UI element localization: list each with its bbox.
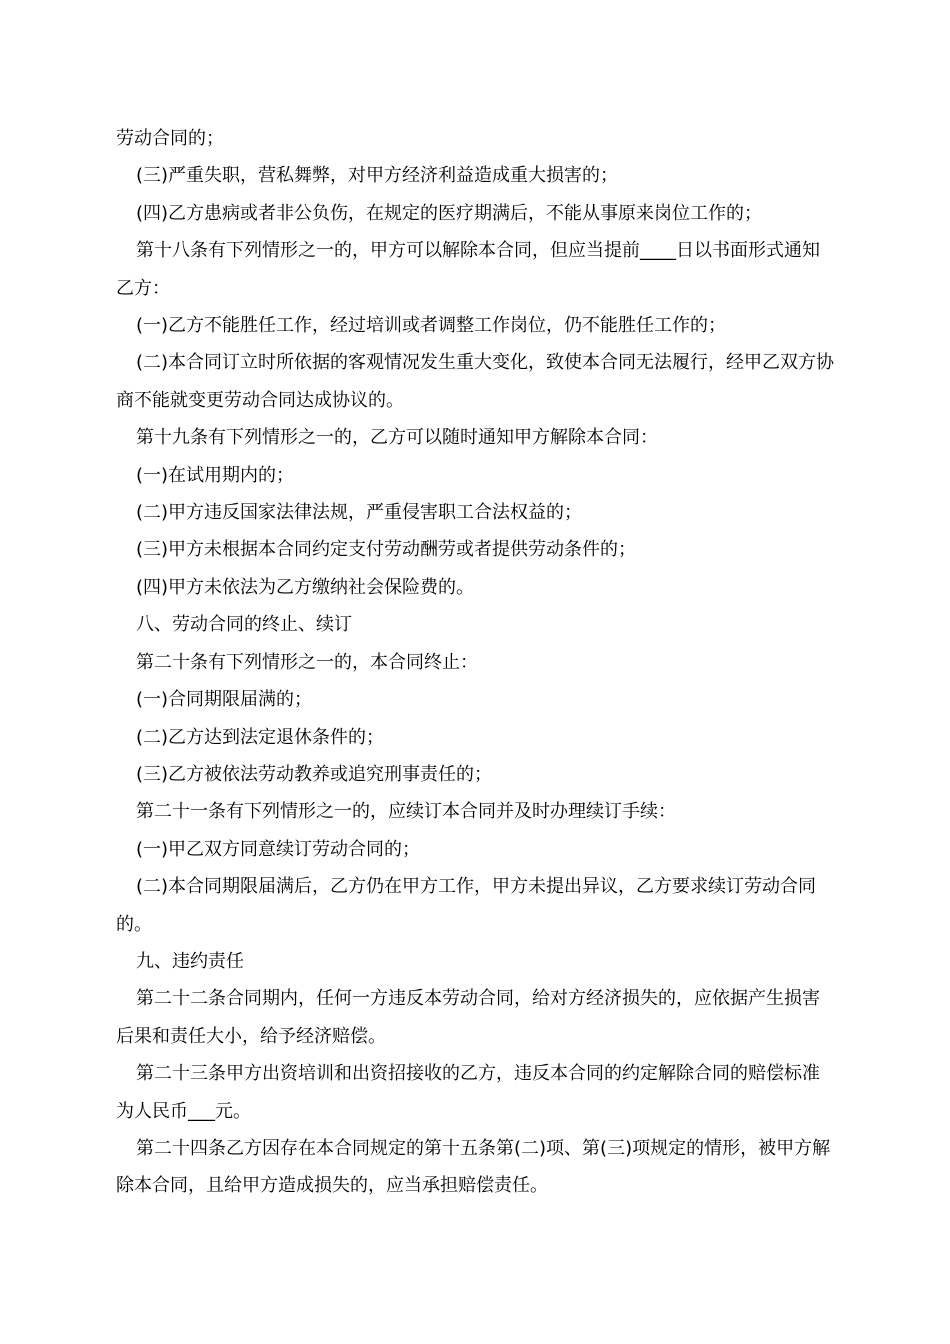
paragraph: 第二十三条甲方出资培训和出资招接收的乙方，违反本合同的约定解除合同的赔偿标准为人民币___元。: [116, 1063, 820, 1122]
paragraph: 第十八条有下列情形之一的，甲方可以解除本合同，但应当提前____日以书面形式通知乙方：: [116, 240, 820, 299]
document-body: [116, 120, 836, 1205]
paragraph: (一)合同期限届满的；: [136, 689, 313, 711]
paragraph: 劳动合同的；: [116, 128, 224, 149]
paragraph: 第二十四条乙方因存在本合同规定的第十五条第(二)项、第(三)项规定的情形，被甲方解除本合同，且给甲方造成损失的，应当承担赔偿责任。: [116, 1137, 831, 1197]
paragraph: 第二十一条有下列情形之一的，应续订本合同并及时办理续订手续：: [136, 801, 676, 823]
paragraph: (二)乙方达到法定退休条件的；: [136, 726, 385, 748]
paragraph: 第二十条有下列情形之一的，本合同终止：: [136, 651, 478, 673]
paragraph: (四)甲方未依法为乙方缴纳社会保险费的。: [136, 576, 475, 598]
paragraph: (四)乙方患病或者非公负伤，在规定的医疗期满后，不能从事原来岗位工作的；: [136, 202, 763, 224]
paragraph: (一)乙方不能胜任工作，经过培训或者调整工作岗位，仍不能胜任工作的；: [136, 315, 727, 337]
paragraph: 第十九条有下列情形之一的，乙方可以随时通知甲方解除本合同：: [136, 427, 658, 449]
paragraph: (二)本合同订立时所依据的客观情况发生重大变化，致使本合同无法履行，经甲乙双方协商不能就变更劳动合同达成协议的。: [116, 352, 835, 411]
paragraph: (二)甲方违反国家法律法规，严重侵害职工合法权益的；: [136, 502, 583, 524]
section-heading: 八、劳动合同的终止、续订: [136, 614, 352, 636]
paragraph: (三)乙方被依法劳动教养或追究刑事责任的；: [136, 763, 493, 785]
paragraph: (一)在试用期内的；: [136, 464, 295, 486]
paragraph: (三)严重失职，营私舞弊，对甲方经济利益造成重大损害的；: [136, 165, 619, 187]
paragraph: (一)甲乙双方同意续订劳动合同的；: [136, 838, 421, 860]
paragraph: (二)本合同期限届满后，乙方仍在甲方工作，甲方未提出异议，乙方要求续订劳动合同的。: [116, 876, 817, 935]
paragraph: (三)甲方未根据本合同约定支付劳动酬劳或者提供劳动条件的；: [136, 539, 637, 561]
section-heading: 九、违约责任: [136, 950, 244, 972]
paragraph: 第二十二条合同期内，任何一方违反本劳动合同，给对方经济损失的，应依据产生损害后果和责任大小，给予经济赔偿。: [116, 988, 820, 1047]
